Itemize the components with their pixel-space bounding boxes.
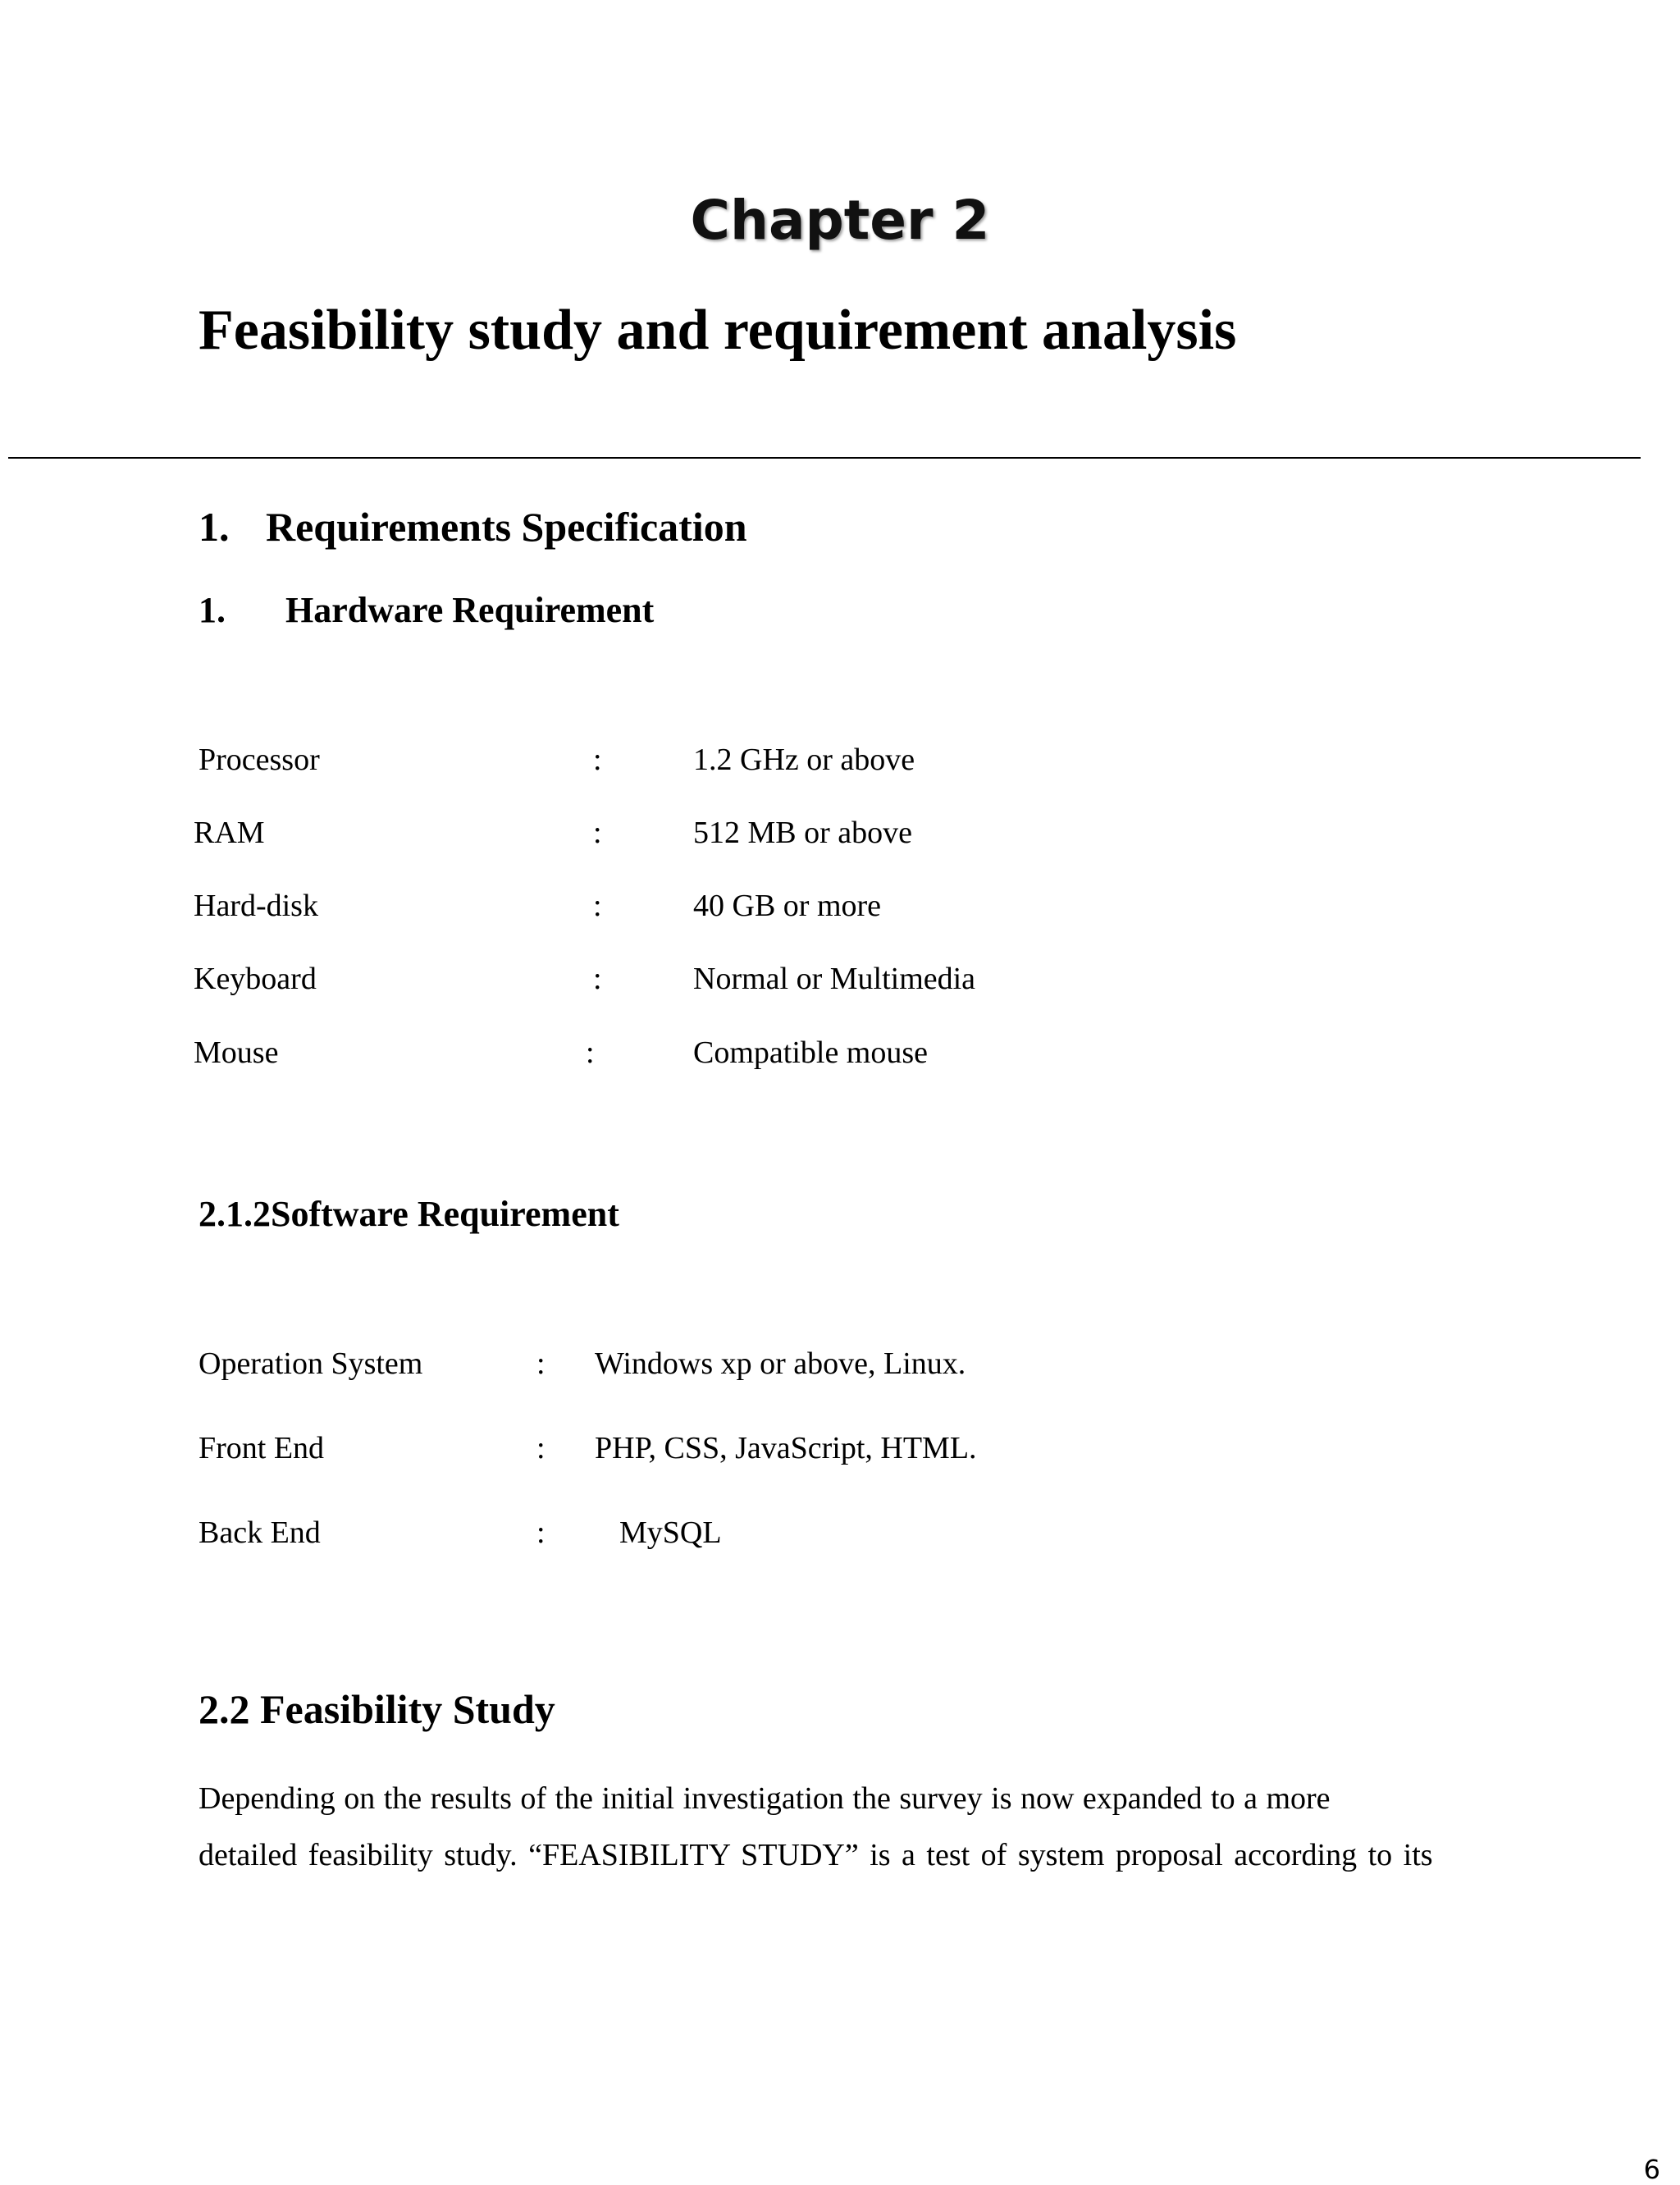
hardware-row-processor-label: Processor bbox=[199, 743, 320, 777]
hardware-row-mouse-label: Mouse bbox=[194, 1035, 279, 1070]
horizontal-divider bbox=[8, 457, 1641, 459]
software-row-frontend-label: Front End bbox=[199, 1431, 325, 1465]
subsection-heading-software: 2.1.2Software Requirement bbox=[199, 1194, 619, 1234]
software-row-backend-value: MySQL bbox=[619, 1515, 722, 1550]
hardware-row-keyboard-sep: : bbox=[593, 962, 602, 996]
hardware-row-processor-sep: : bbox=[593, 743, 602, 777]
software-row-os-sep: : bbox=[536, 1346, 546, 1381]
hardware-row-ram-value: 512 MB or above bbox=[693, 816, 913, 850]
hardware-row-harddisk-sep: : bbox=[593, 889, 602, 923]
hardware-row-ram-sep: : bbox=[593, 816, 602, 850]
software-row-backend-label: Back End bbox=[199, 1515, 321, 1550]
hardware-row-keyboard-value: Normal or Multimedia bbox=[693, 962, 976, 996]
section-heading-requirements bbox=[199, 506, 1183, 552]
chapter-label-text: Chapter 2 bbox=[690, 189, 990, 252]
section-title: Requirements Specification bbox=[266, 504, 747, 550]
section-number: 1. bbox=[199, 504, 230, 550]
software-row-backend-sep: : bbox=[536, 1515, 546, 1550]
hardware-row-mouse-sep: : bbox=[586, 1035, 595, 1070]
software-row-os-value: Windows xp or above, Linux. bbox=[595, 1346, 966, 1381]
software-row-frontend-value: PHP, CSS, JavaScript, HTML. bbox=[595, 1431, 977, 1465]
hardware-row-mouse-value: Compatible mouse bbox=[693, 1035, 929, 1070]
page-number: 6 bbox=[1643, 2154, 1660, 2185]
software-row-os-label: Operation System bbox=[199, 1346, 423, 1381]
subsection-heading-hardware bbox=[199, 592, 1183, 633]
hardware-row-harddisk-label: Hard-disk bbox=[194, 889, 318, 923]
hardware-row-harddisk-value: 40 GB or more bbox=[693, 889, 882, 923]
hardware-row-keyboard-label: Keyboard bbox=[194, 962, 317, 996]
chapter-title: Feasibility study and requirement analysis bbox=[199, 299, 1237, 362]
subsection-number: 1. bbox=[199, 590, 226, 630]
chapter-label bbox=[0, 189, 1680, 252]
section-heading-feasibility: 2.2 Feasibility Study bbox=[199, 1686, 555, 1732]
subsection-title: Hardware Requirement bbox=[285, 590, 655, 630]
paragraph-line-1: Depending on the results of the initial investigation the survey is now expanded to a more bbox=[199, 1781, 1331, 1816]
hardware-row-processor-value: 1.2 GHz or above bbox=[693, 743, 915, 777]
software-row-frontend-sep: : bbox=[536, 1431, 546, 1465]
paragraph-line-2: detailed feasibility study. “FEASIBILITY STUDY” is a test of system proposal according to its bbox=[199, 1838, 1433, 1872]
hardware-row-ram-label: RAM bbox=[194, 816, 265, 850]
